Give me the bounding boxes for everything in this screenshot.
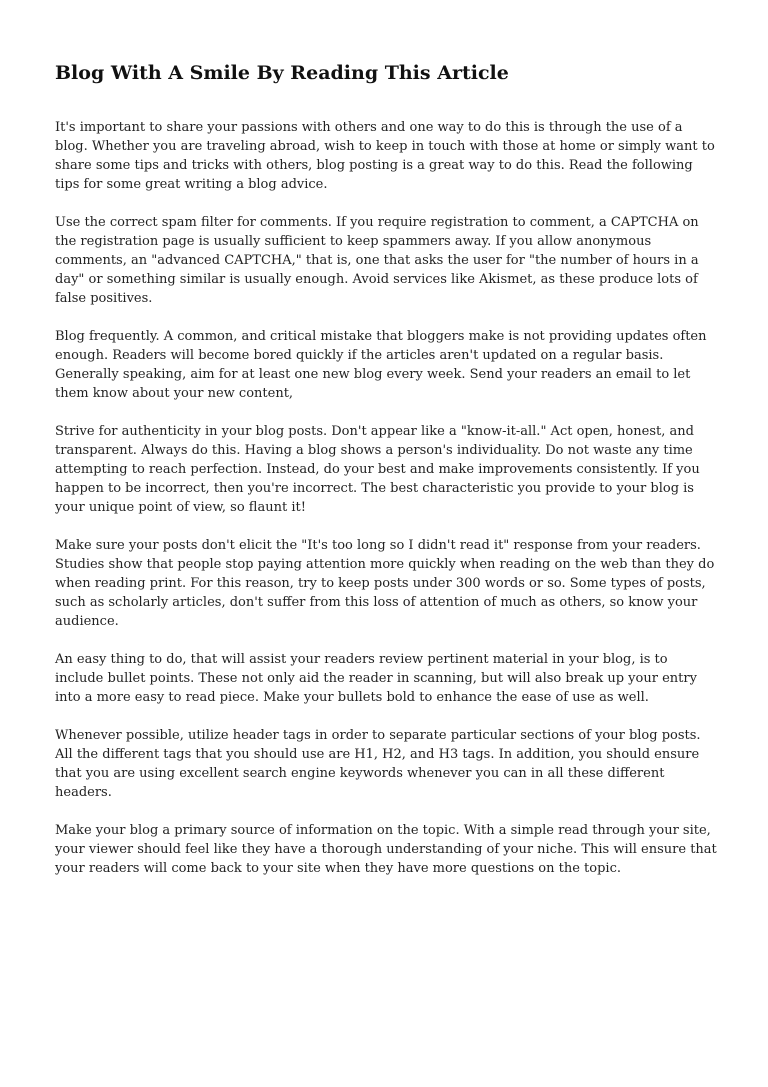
- document-title: Blog With A Smile By Reading This Article: [55, 62, 509, 84]
- paragraph-authenticity: Strive for authenticity in your blog posts. Don't appear like a "know-it-all." Act open, honest, and transparent. Always do this. Having a blog shows a person's individuality. Do not waste any time attempting to reach perfection. Instead, do your best and make improvements consistently. If you happen to be incorrect, then you're incorrect. The best characteristic you provide to your blog is your unique point of view, so flaunt it!: [55, 424, 700, 515]
- paragraph-header-tags: Whenever possible, utilize header tags in order to separate particular sections of your blog posts. All the different tags that you should use are H1, H2, and H3 tags. In addition, you should ensure that you are using excellent search engine keywords whenever you can in all these different headers.: [55, 728, 701, 800]
- paragraph-bullet-points: An easy thing to do, that will assist your readers review pertinent material in your blog, is to include bullet points. These not only aid the reader in scanning, but will also break up your entry into a more easy to read piece. Make your bullets bold to enhance the ease of use as well.: [55, 652, 697, 705]
- paragraph-primary-source: Make your blog a primary source of information on the topic. With a simple read through your site, your viewer should feel like they have a thorough understanding of your niche. This will ensure that your readers will come back to your site when they have more questions on the topic.: [55, 823, 717, 876]
- document-page: [55, 58, 717, 897]
- paragraph-intro: It's important to share your passions with others and one way to do this is through the use of a blog. Whether you are traveling abroad, wish to keep in touch with those at home or simply want to share some tips and tricks with others, blog posting is a great way to do this. Read the following tips for some great writing a blog advice.: [55, 120, 715, 192]
- paragraph-blog-frequently: Blog frequently. A common, and critical mistake that bloggers make is not providing updates often enough. Readers will become bored quickly if the articles aren't updated on a regular basis. Generally speaking, aim for at least one new blog every week. Send your readers an email to let them know about your new content,: [55, 329, 707, 401]
- paragraph-spam-filter: Use the correct spam filter for comments. If you require registration to comment, a CAPTCHA on the registration page is usually sufficient to keep spammers away. If you allow anonymous comments, an "advanced CAPTCHA," that is, one that asks the user for "the number of hours in a day" or something similar is usually enough. Avoid services like Akismet, as these produce lots of false positives.: [55, 215, 699, 306]
- paragraph-post-length: Make sure your posts don't elicit the "It's too long so I didn't read it" response from your readers. Studies show that people stop paying attention more quickly when reading on the web than they do when reading print. For this reason, try to keep posts under 300 words or so. Some types of posts, such as scholarly articles, don't suffer from this loss of attention of much as others, so know your audience.: [55, 538, 715, 629]
